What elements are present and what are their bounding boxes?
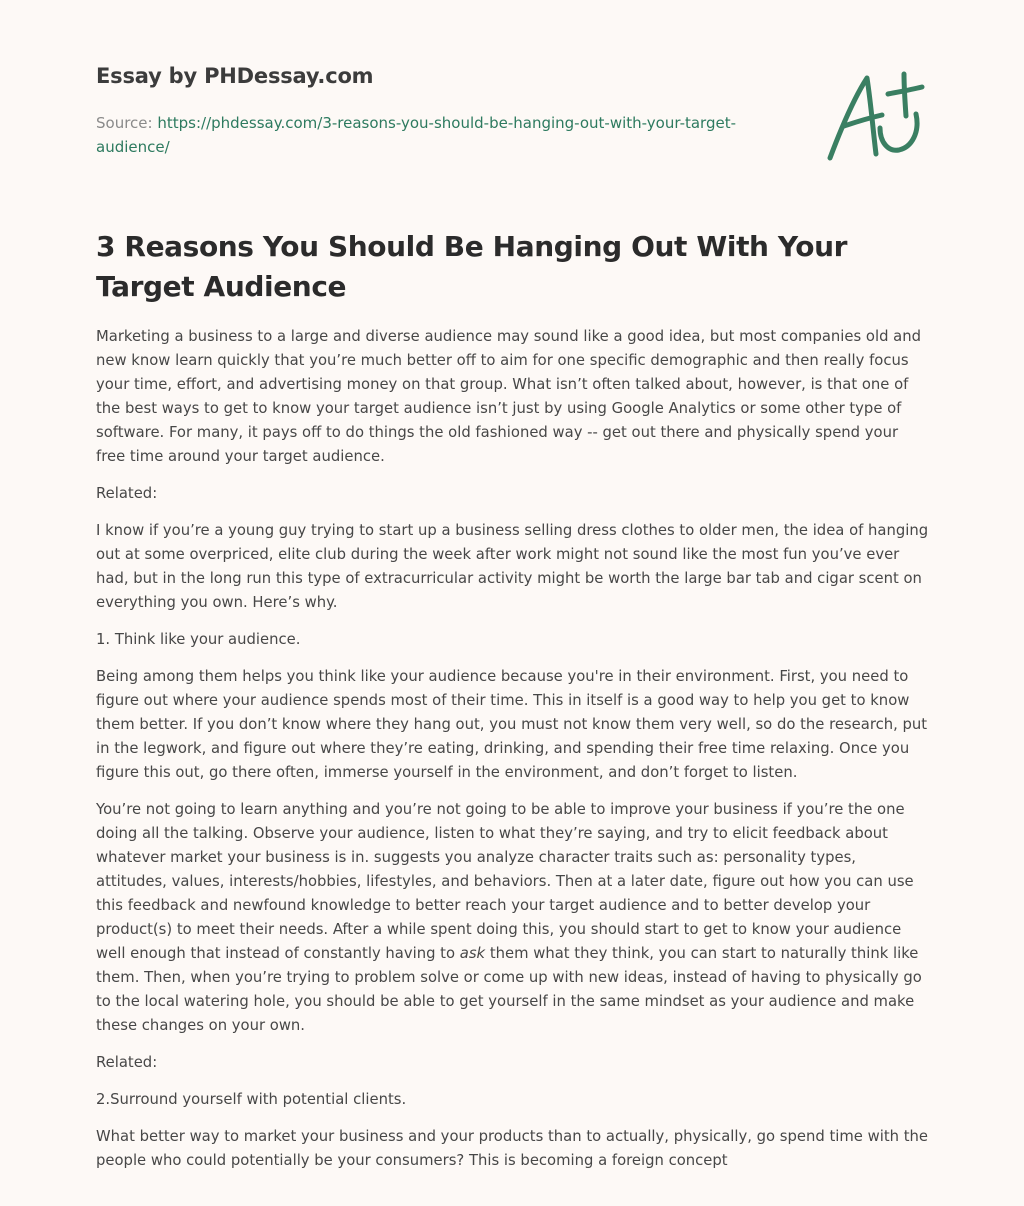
section-heading: 1. Think like your audience. bbox=[96, 631, 301, 648]
paragraph: What better way to market your business and your products than to actually, physically, go spend time with the people who could potentially be your consumers? This is becoming a foreign concept bbox=[96, 1128, 928, 1169]
related-label: Related: bbox=[96, 485, 158, 502]
paragraph: Being among them helps you think like your audience because you're in their environment. First, you need to figure out where your audience spends most of their time. This in itself is a good way to help you get to know them better. If you don’t know where they hang out, you must not know them very well, so do the research, put in the legwork, and figure out where they’re eating, drinking, and spending their free time relaxing. Once you figure this out, go there often, immerse yourself in the environment, and don’t forget to listen. bbox=[96, 668, 928, 781]
related-label: Related: bbox=[96, 1054, 158, 1071]
paragraph: I know if you’re a young guy trying to start up a business selling dress clothes to older men, the idea of hanging out at some overpriced, elite club during the week after work might not sound like the most fun you’ve ever had, but in the long run this type of extracurricular activity might be worth the large bar tab and cigar scent on everything you own. Here’s why. bbox=[96, 522, 929, 611]
source-label: Source: bbox=[96, 114, 153, 132]
paragraph bbox=[96, 798, 930, 1038]
source-line bbox=[96, 111, 756, 159]
paragraph-text: You’re not going to learn anything and you’re not going to be able to improve your business if you’re the one doing all the talking. Observe your audience, listen to what they’re saying, and try to elicit feedback about whatever market your business is in. suggests you analyze character traits such as: personality types, attitudes, values, interests/hobbies, lifestyles, and behaviors. Then at a later date, figure out how you can use this feedback and newfound knowledge to better reach your target audience and to better develop your product(s) to meet their needs. After a while spent doing this, you should start to get to know your audience well enough that instead of constantly having to bbox=[96, 801, 914, 962]
essay-body bbox=[96, 325, 930, 1186]
paragraph: Marketing a business to a large and diverse audience may sound like a good idea, but most companies old and new know learn quickly that you’re much better off to aim for one specific demographic and then really focus your time, effort, and advertising money on that group. What isn’t often talked about, however, is that one of the best ways to get to know your target audience isn’t just by using Google Analytics or some other type of software. For many, it pays off to do things the old fashioned way -- get out there and physically spend your free time around your target audience. bbox=[96, 328, 922, 465]
essay-title: 3 Reasons You Should Be Hanging Out With Your Target Audience bbox=[96, 230, 848, 303]
emphasis-text: ask bbox=[459, 945, 486, 962]
paragraph-text: them what they think, you can start to naturally think like them. Then, when you’re trying to problem solve or come up with new ideas, instead of having to physically go to the local watering hole, you should be able to get yourself in the same mindset as your audience and make these changes on your own. bbox=[96, 945, 922, 1034]
section-heading: 2.Surround yourself with potential clients. bbox=[96, 1091, 407, 1108]
site-brand: Essay by PHDessay.com bbox=[96, 64, 374, 88]
source-link[interactable]: https://phdessay.com/3-reasons-you-should-be-hanging-out-with-your-target-audience/ bbox=[96, 114, 737, 156]
a-plus-logo-icon bbox=[824, 66, 928, 166]
